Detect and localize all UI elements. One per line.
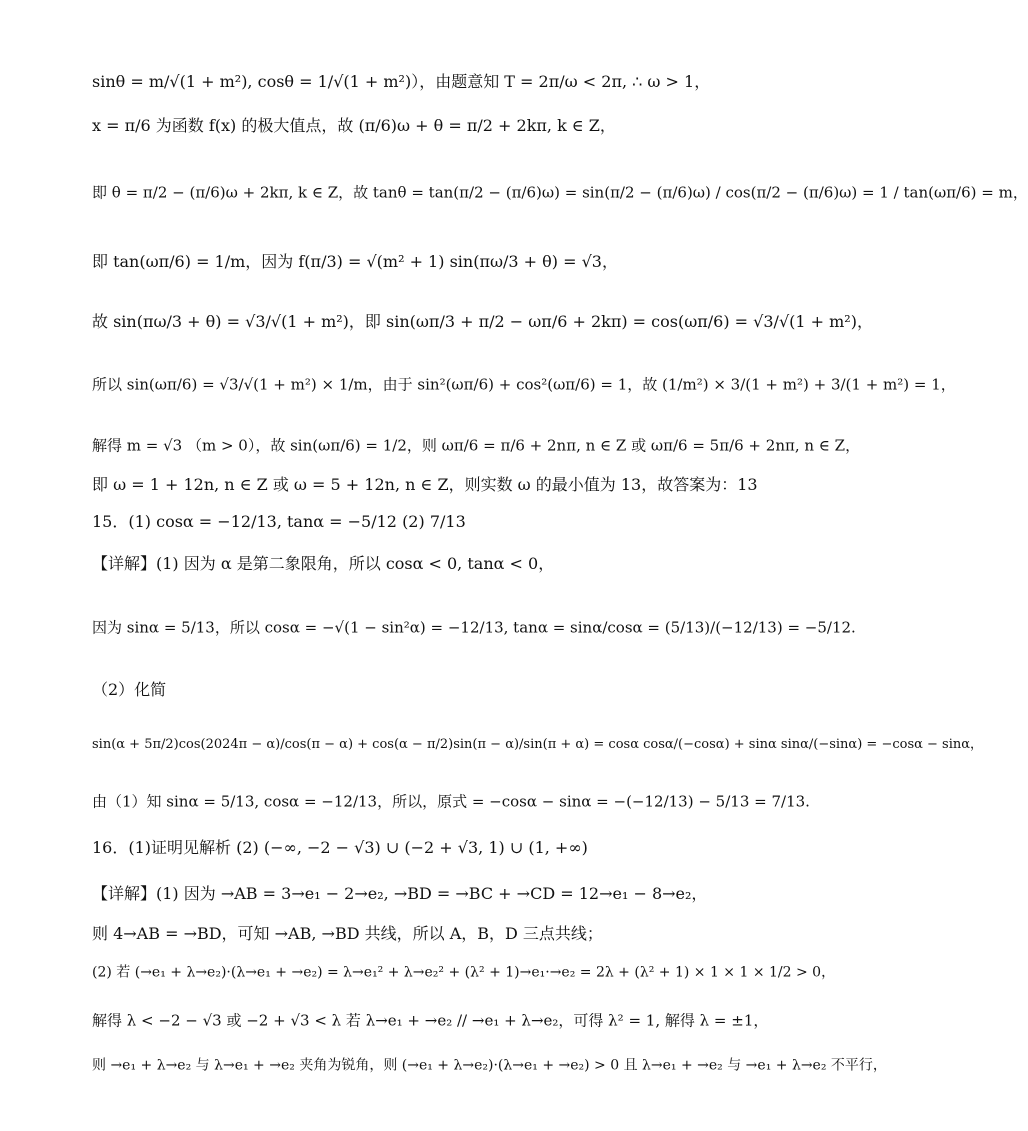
section-16-detail: 【详解】(1) 因为 →AB = 3→e₁ − 2→e₂, →BD = →BC + →CD = 12→e₁ − 8→e₂，	[92, 884, 708, 903]
text-line: 故 sin(πω/3 + θ) = √3/√(1 + m²)，即 sin(ωπ/3 + π/2 − ωπ/6 + 2kπ) = cos(ωπ/6) = √3/√(1 + m²)，	[92, 312, 873, 331]
text-line: 则 4→AB = →BD，可知 →AB, →BD 共线，所以 A，B，D 三点共线；	[92, 924, 603, 943]
text-line: 即 tan(ωπ/6) = 1/m，因为 f(π/3) = √(m² + 1) sin(πω/3 + θ) = √3，	[92, 252, 618, 271]
text-line: 解得 λ < −2 − √3 或 −2 + √3 < λ 若 λ→e₁ + →e₂ // →e₁ + λ→e₂，可得 λ² = 1, 解得 λ = ±1，	[92, 1011, 769, 1030]
section-15-detail: 【详解】(1) 因为 α 是第二象限角，所以 cosα < 0, tanα < 0，	[92, 554, 555, 573]
section-15-answer: 15．(1) cosα = −12/13, tanα = −5/12 (2) 7/13	[92, 512, 466, 531]
text-line: sin(α + 5π/2)cos(2024π − α)/cos(π − α) + cos(α − π/2)sin(π − α)/sin(π + α) = cosα cosα/(−cosα) + sinα sinα/(−sinα) = −cosα − sinα，	[92, 736, 984, 752]
text-line: 由（1）知 sinα = 5/13, cosα = −12/13，所以，原式 = −cosα − sinα = −(−12/13) − 5/13 = 7/13.	[92, 792, 810, 811]
text-line: （2）化简	[92, 680, 167, 699]
text-line: 则 →e₁ + λ→e₂ 与 λ→e₁ + →e₂ 夹角为锐角，则 (→e₁ + λ→e₂)·(λ→e₁ + →e₂) > 0 且 λ→e₁ + →e₂ 与 →e₁ + λ→e₂ 不平行，	[92, 1057, 887, 1074]
text-line: 即 θ = π/2 − (π/6)ω + 2kπ, k ∈ Z，故 tanθ = tan(π/2 − (π/6)ω) = sin(π/2 − (π/6)ω) / cos(π/2 − (π/6)ω) = 1 / tan(ωπ/6) = m，	[92, 183, 1028, 202]
text-line: 所以 sin(ωπ/6) = √3/√(1 + m²) × 1/m，由于 sin²(ωπ/6) + cos²(ωπ/6) = 1，故 (1/m²) × 3/(1 + m²) + 3/(1 + m²) = 1，	[92, 375, 956, 394]
text-line: 即 ω = 1 + 12n, n ∈ Z 或 ω = 5 + 12n, n ∈ Z，则实数 ω 的最小值为 13，故答案为：13	[92, 475, 758, 494]
text-line: 解得 m = √3 （m > 0），故 sin(ωπ/6) = 1/2，则 ωπ/6 = π/6 + 2nπ, n ∈ Z 或 ωπ/6 = 5π/6 + 2nπ, n ∈ Z，	[92, 436, 861, 455]
text-line: (2) 若 (→e₁ + λ→e₂)·(λ→e₁ + →e₂) = λ→e₁² + λ→e₂² + (λ² + 1)→e₁·→e₂ = 2λ + (λ² + 1) × 1 × 1 × 1/2 > 0，	[92, 964, 836, 981]
section-16-answer: 16．(1)证明见解析 (2) (−∞, −2 − √3) ∪ (−2 + √3, 1) ∪ (1, +∞)	[92, 838, 588, 857]
text-line: sinθ = m/√(1 + m²), cosθ = 1/√(1 + m²)），由题意知 T = 2π/ω < 2π, ∴ ω > 1，	[92, 72, 711, 91]
text-line: x = π/6 为函数 f(x) 的极大值点，故 (π/6)ω + θ = π/2 + 2kπ, k ∈ Z，	[92, 116, 616, 135]
text-line: 因为 sinα = 5/13，所以 cosα = −√(1 − sin²α) = −12/13, tanα = sinα/cosα = (5/13)/(−12/13) = −5/12.	[92, 618, 856, 637]
